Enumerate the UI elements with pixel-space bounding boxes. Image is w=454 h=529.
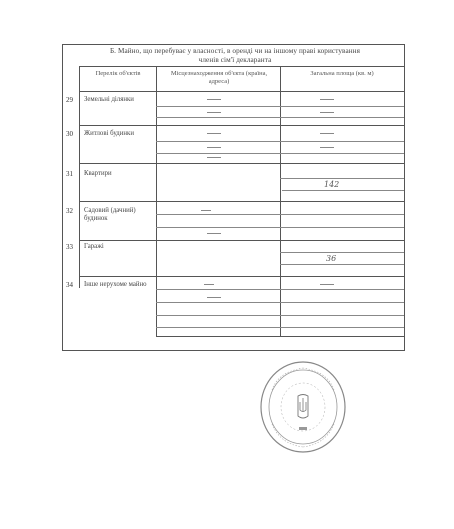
row-line: [156, 227, 404, 228]
column-header-list: Перелік об'єктів: [95, 70, 141, 77]
dash: [207, 233, 221, 234]
row-number-34: 34: [66, 281, 73, 289]
row-line: [156, 327, 404, 328]
row-label-34: Інше нерухоме майно: [84, 281, 147, 288]
row-label-31: Квартири: [84, 170, 112, 177]
section-title-line2: членів сім'ї декларанта: [198, 56, 272, 64]
row-number-29: 29: [66, 96, 73, 104]
apartment-area-value: 142: [324, 180, 340, 189]
dash: [207, 297, 221, 298]
column-header-area: Загальна площа (кв. м): [310, 70, 374, 77]
row-line: [156, 153, 404, 154]
row-line: [156, 141, 404, 142]
row-label-33: Гаражі: [84, 243, 104, 250]
table-left-border: [79, 66, 80, 288]
header-top-line: [80, 66, 404, 67]
row-line: [156, 106, 404, 107]
row-line: [280, 252, 404, 253]
dash: [320, 112, 334, 113]
dash: [320, 99, 334, 100]
row-separator: [156, 336, 404, 337]
dash: [207, 99, 221, 100]
dash: [320, 284, 334, 285]
dash: [320, 147, 334, 148]
row-line: [156, 302, 404, 303]
row-line: [280, 264, 404, 265]
row-line: [156, 214, 404, 215]
official-stamp: [258, 360, 348, 455]
header-bottom-line: [80, 91, 404, 92]
row-number-31: 31: [66, 170, 73, 178]
row-separator: [80, 201, 404, 202]
row-number-30: 30: [66, 130, 73, 138]
row-label-32: Садовий (дачний) будинок: [84, 207, 136, 222]
dash: [320, 133, 334, 134]
row-number-32: 32: [66, 207, 73, 215]
row-separator: [80, 125, 404, 126]
row-label-29: Земельні ділянки: [84, 96, 134, 103]
row-line: [280, 178, 404, 179]
row-line: [156, 289, 404, 290]
dash: [207, 133, 221, 134]
section-title-line1: Б. Майно, що перебуває у власності, в оренді чи на іншому праві користування: [109, 47, 361, 55]
column-header-location: Місцезнаходження об'єкта (країна, адреса): [170, 70, 268, 85]
row-separator: [80, 276, 404, 277]
dash: [207, 112, 221, 113]
row-line: [156, 315, 404, 316]
dash: [207, 147, 221, 148]
row-label-30: Житлові будинки: [84, 130, 134, 137]
row-separator: [80, 163, 404, 164]
section-title: [70, 47, 400, 65]
garage-area-value: 36: [326, 254, 337, 263]
row-line: [156, 117, 404, 118]
row-line: [282, 190, 404, 191]
dash: [207, 157, 221, 158]
row-number-33: 33: [66, 243, 73, 251]
dash: [204, 284, 214, 285]
tryzub-emblem: [298, 395, 308, 419]
row-separator: [80, 240, 404, 241]
dash: [201, 210, 211, 211]
